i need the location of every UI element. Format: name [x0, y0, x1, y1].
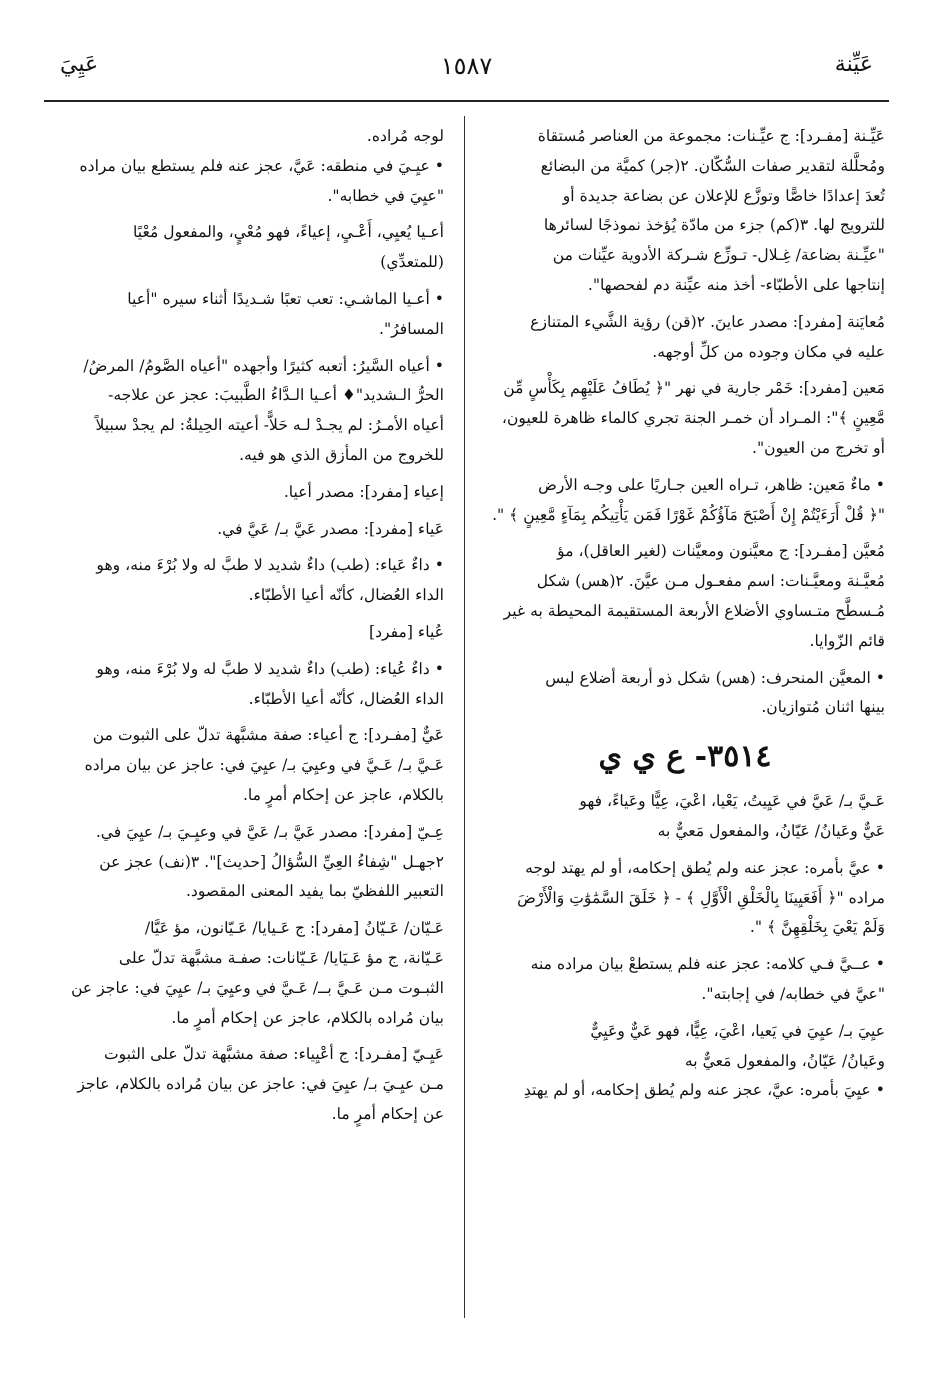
text-line: الحرُّ الـشديد"♦ أعـيا الـدَّاءُ الطَّبيبَ: عجز عن علاجه- — [108, 386, 444, 405]
text-line: • داءٌ عَياء: (طب) داءٌ شديد لا طبَّ له ولا بُرْءَ منه، وهو — [96, 556, 444, 575]
text-line: عَيِّـنة [مفـرد]: ج عيِّـنات: مجموعة من العناصر مُستقاة — [537, 127, 885, 145]
text-line: مُعيَّن [مفـرد]: ج معيَّنون ومعيَّنات (لغير العاقل)، مؤ — [557, 542, 885, 561]
text-line: مُعايَنة [مفرد]: مصدر عاينَ. ٢(قن) رؤية الشَّيء المتنازع — [530, 312, 885, 331]
text-line: بيان مُراده بالكلام، عاجز عن إحكام أمرٍ ما. — [171, 1008, 444, 1027]
text-line: عَـيَّ بـ/ عَـيَّ في وعيِيَ بـ/ عيِيَ في: عاجز عن بيان مراده — [84, 756, 444, 775]
text-line: "عيِيَ في خطابه". — [327, 186, 444, 205]
text-line: الداء العُضال، كأنّه أعيا الأطبّاء. — [248, 689, 444, 708]
text-line: عَيٌّ [مفـرد]: ج أعياء: صفة مشبَّهة تدلّ على الثبوت من — [92, 726, 444, 745]
text-line: مُـسطَّح متـساوي الأضلاع الأربعة المستقيمة المحيطة به غير — [503, 601, 885, 620]
text-line: عَيِـيّ [مفـرد]: ج أعْيِياء: صفة مشبَّهة تدلّ على الثبوت — [103, 1045, 444, 1064]
text-line: مراده "﴿ أَفَعَيِينَا بِالْخَلْقِ الْأَوَّلِ ﴾ - ﴿ خَلَقَ السَّمَٰوَٰتِ وَالْأَرْضَ — [517, 888, 885, 907]
text-line: الثبـوت مـن عَـيَّ بــ/ عَـيَّ في وعيِيَ بـ/ عيِيَ في: عاجز عن — [71, 978, 444, 997]
text-line: إعياء [مفرد]: مصدر أعيا. — [283, 482, 444, 501]
text-line: تُعدَ إعدادًا خاصًّا وتوزَّع للإعلان عن بضاعة جديدة أو — [562, 186, 885, 205]
text-line: ٢جهـل "شِفاءُ العِيِّ السُّؤالُ [حديث]". ٣(نف) عجز عن — [99, 852, 444, 871]
text-line: "عيِّـنة بضاعة/ غِـلال- تـوزِّع شـركة الأدوية عيِّنات من — [552, 246, 885, 265]
text-line: لوجه مُراده. — [366, 127, 444, 145]
text-line: للترويج لها. ٣(كم) جزء من مادّة يُؤخذ نموذجًا لسائرها — [543, 216, 885, 235]
text-line: • المعيَّن المنحرف: (هس) شكل ذو أربعة أضلاع ليس — [545, 668, 885, 687]
text-line: عَـيّانة، ج مؤ عَـيَايا/ عَـيّانات: صفـة مشبَّهة تدلّ على — [118, 948, 444, 967]
header-right-word: عَيِّنة — [834, 52, 873, 77]
text-line: المسافرُ". — [379, 319, 444, 338]
text-line: • عيِـيَ في منطقه: عَيَّ، عجز عنه فلم يستطع بيان مراده — [79, 156, 444, 175]
text-line: عِـيّ [مفرد]: مصدر عَيَّ بـ/ عَيَّ في وعيِـيَ بـ/ عيِيَ في. — [95, 822, 444, 841]
text-line: إنتاجها على الأطبّاء- أخذ منه عيِّنة دم لفحصها". — [587, 275, 885, 294]
text-line: • أعياه السَّيرُ: أتعبه كثيرًا وأجهده "أعياه الصَّومُ/ المرضُ/ — [83, 356, 444, 375]
text-line: عَيٌّ وعَيانُ/ عَيّانُ، والمفعول مَعيٌّ به — [657, 821, 885, 840]
text-line: بالكلام، عاجز عن إحكام أمرٍ ما. — [242, 785, 444, 804]
text-line: أعياه الأمـرُ: لم يجـدْ لـه حَلاًّ- أعيته الحِيلةُ: لم يجدْ سبيلاً — [95, 416, 444, 435]
text-line: • عيَّ بأمره: عجز عنه ولم يُطق إحكامه، أو لم يهتد لوجه — [525, 858, 885, 877]
text-line: ومُحلَّلة لتقدير صفات السُّكّان. ٢(جر) كميَّة من البضائع — [540, 156, 885, 175]
section-heading: ٣٥١٤- ع ي ي — [598, 739, 772, 775]
right-column — [485, 122, 885, 1106]
column-divider — [464, 116, 465, 1318]
header-left-word: عَيِيَ — [60, 52, 99, 77]
text-line: • ماءٌ مَعين: ظاهر، تـراه العين جـاريًا على وجـه الأرض — [538, 475, 885, 494]
text-line: أو تخرج من العيون". — [752, 438, 885, 457]
text-line: عن إحكام أمرٍ ما. — [331, 1104, 444, 1123]
text-line: مـن عيِـيَ بـ/ عيِيَ في: عاجز عن بيان مُراده بالكلام، عاجز — [77, 1075, 444, 1094]
text-line: • عــيَّ فـي كلامه: عجز عنه فلم يستطعْ بيان مراده منه — [530, 955, 885, 974]
header-rule — [44, 100, 889, 102]
page-number: ١٥٨٧ — [440, 52, 493, 80]
text-line: وعَيانُ/ عَيّانُ، والمفعول مَعيٌّ به — [684, 1051, 885, 1070]
text-line: عُياء [مفرد] — [368, 622, 444, 641]
text-line: للخروج من المأزق الذي هو فيه. — [239, 445, 444, 464]
text-line: (للمتعدِّي) — [380, 253, 444, 272]
text-line: عَـيّان/ عَـيّانُ [مفرد]: ج عَـيايا/ عَـيّانون، مؤ عَيَّا/ — [144, 919, 444, 938]
text-line: • عيِيَ بأمره: عيَّ، عجز عنه ولم يُطق إحكامه، أو لم يهتدِ — [523, 1081, 885, 1100]
text-line: التعبير اللفظيّ بما يفيد المعنى المقصود. — [185, 882, 444, 901]
text-line: أعـيا يُعيِي، أَعْـيِ، إعياءً، فهو مُعْيٍ، والمفعول مُعْيًا — [132, 223, 444, 242]
left-column — [44, 122, 444, 1130]
text-line: الداء العُضال، كأنّه أعيا الأطبّاء. — [248, 586, 444, 605]
text-line: بينها اثنان مُتوازيان. — [761, 698, 885, 717]
text-line: وَلَمْ يَعْيَ بِخَلْقِهِنَّ ﴾ ". — [749, 918, 885, 937]
text-line: عليه في مكان وجوده من كلِّ أوجهه. — [652, 342, 885, 361]
text-line: • أعـيا الماشـي: تعب تعبًا شـديدًا أثناء سيره "أعيا — [127, 289, 444, 308]
text-line: مَّعِينٍ ﴾": المـراد أن خمـر الجنة تجري كالماء ظاهرة للعيون، — [501, 409, 885, 428]
text-line: عيِيَ بـ/ عيِيَ في يَعيا، اعْيَ، عِيًّا، فهو عَيٌّ وعَيِيٌّ — [590, 1021, 885, 1040]
text-line: مُعيَّـنة ومعيَّـنات: اسم مفعـول مـن عيَّنَ. ٢(هس) شكل — [536, 572, 885, 591]
text-line: عَـيَّ بـ/ عَيَّ في عَيِيتُ، يَعْيا، اعْيَ، عِيًّا وعَياءً، فهو — [579, 792, 885, 811]
text-line: عَياء [مفرد]: مصدر عَيَّ بـ/ عَيَّ في. — [217, 519, 444, 538]
text-line: قائم الزّوايا. — [809, 631, 885, 650]
text-line: مَعين [مفرد]: خَمْر جارية في نهر "﴿ يُطَافُ عَلَيْهِم بِكَأْسٍ مِّن — [503, 379, 885, 398]
text-line: "عيَّ في خطابه/ في إجابته". — [701, 984, 885, 1003]
text-line: "﴿ قُلْ أَرَءَيْتُمْ إِنْ أَصْبَحَ مَآؤُكُمْ غَوْرًا فَمَن يَأْتِيكُم بِمَآءٍ مَّعِينٍ ﴾ ". — [492, 505, 885, 524]
text-line: • داءٌ عُياء: (طب) داءٌ شديد لا طبَّ له ولا بُرْءَ منه، وهو — [96, 659, 444, 678]
